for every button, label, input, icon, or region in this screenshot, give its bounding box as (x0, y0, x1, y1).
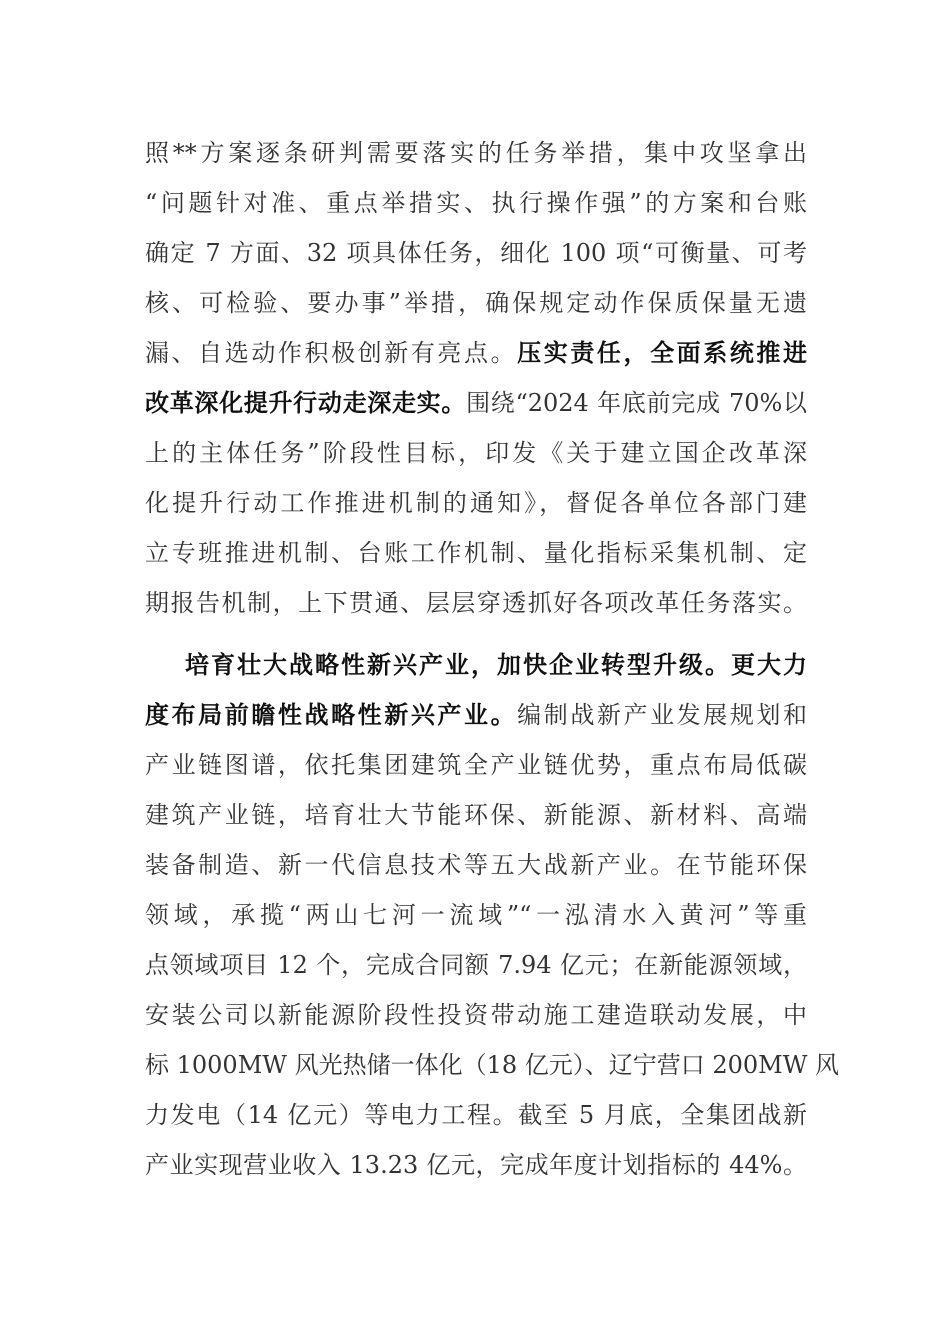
text-line (145, 846, 807, 896)
body-text-segment: 核、可检验、要办事”举措，确保规定动作保质保量无遗 (145, 289, 807, 317)
text-line (145, 434, 807, 484)
body-text-segment: 标 1000MW 风光热储一体化（18 亿元）、辽宁营口 200MW 风 (145, 1051, 840, 1079)
text-line (145, 746, 807, 796)
body-text-segment: 装备制造、新一代信息技术等五大战新产业。在节能环保 (145, 851, 807, 879)
text-line (145, 896, 807, 946)
body-text (145, 134, 840, 1196)
body-text-segment: 漏、自选动作积极创新有亮点。 (145, 339, 518, 367)
text-line (145, 696, 807, 746)
text-line (145, 484, 807, 534)
text-line (145, 534, 807, 584)
text-line (145, 1046, 840, 1096)
text-line (145, 584, 807, 634)
bold-heading-text: 度布局前瞻性战略性新兴产业。 (145, 700, 518, 729)
body-text-segment: 上的主体任务”阶段性目标，印发《关于建立国企改革深 (145, 439, 807, 467)
body-text-segment: 产业链图谱，依托集团建筑全产业链优势，重点布局低碳 (145, 751, 807, 779)
text-line (145, 946, 807, 996)
body-text-segment: 建筑产业链，培育壮大节能环保、新能源、新材料、高端 (145, 801, 807, 829)
text-line (145, 996, 807, 1046)
body-text-segment: 立专班推进机制、台账工作机制、量化指标采集机制、定 (145, 539, 807, 567)
body-text-segment: 力发电（14 亿元）等电力工程。截至 5 月底，全集团战新 (145, 1101, 807, 1129)
body-text-segment: 产业实现营业收入 13.23 亿元，完成年度计划指标的 44%。 (145, 1151, 807, 1179)
body-text-segment: 照**方案逐条研判需要落实的任务举措，集中攻坚拿出 (145, 139, 807, 167)
body-text-segment: 点领域项目 12 个，完成合同额 7.94 亿元；在新能源领域， (145, 951, 807, 979)
text-line (145, 184, 807, 234)
text-line (145, 334, 807, 384)
body-text-segment: 安装公司以新能源阶段性投资带动施工建造联动发展，中 (145, 1001, 807, 1029)
bold-heading-text: 改革深化提升行动走深走实。 (145, 388, 467, 417)
text-line (145, 284, 807, 334)
text-line (145, 384, 807, 434)
body-text-segment: 确定 7 方面、32 项具体任务，细化 100 项“可衡量、可考 (145, 239, 807, 267)
body-text-segment: 期报告机制，上下贯通、层层穿透抓好各项改革任务落实。 (145, 589, 807, 617)
text-line (145, 796, 807, 846)
body-text-segment: 化提升行动工作推进机制的通知》，督促各单位各部门建 (145, 489, 807, 517)
text-line (145, 134, 807, 184)
text-line (145, 234, 807, 284)
body-text-segment: 领域，承揽“两山七河一流域”“一泓清水入黄河”等重 (145, 901, 807, 929)
body-text-segment: 编制战新产业发展规划和 (517, 701, 808, 729)
text-line (145, 646, 807, 696)
body-text-segment: “问题针对准、重点举措实、执行操作强”的方案和台账 (145, 189, 807, 217)
text-line (145, 1146, 807, 1196)
bold-heading-text: 培育壮大战略性新兴产业，加快企业转型升级。更大力 (185, 650, 807, 679)
body-text-segment: 围绕“2024 年底前完成 70%以 (466, 389, 808, 417)
text-line (145, 1096, 807, 1146)
bold-heading-text: 压实责任，全面系统推进 (517, 338, 808, 367)
